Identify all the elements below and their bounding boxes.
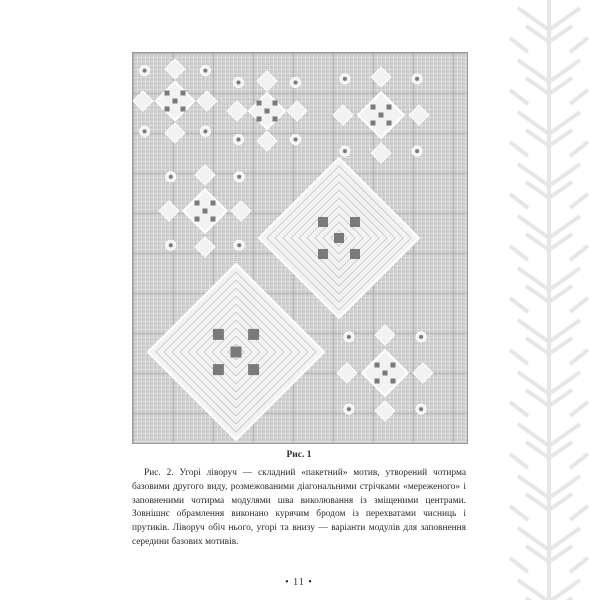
figure-caption: Рис. 1: [286, 450, 312, 460]
motif-stitch: [334, 233, 344, 243]
motif-top-left-core: [156, 82, 194, 120]
ornament-branch: [570, 38, 588, 52]
motif-top-right-flower: [340, 146, 350, 156]
motif-stitch: [371, 121, 376, 126]
ornament-branch: [570, 194, 588, 208]
motif-stitch: [350, 249, 360, 259]
motif-stitch: [211, 217, 216, 222]
ornament-branch: [510, 454, 528, 468]
star-arm: [165, 123, 185, 143]
motif-stitch: [318, 249, 328, 259]
motif-top-left-flower: [140, 126, 150, 136]
motif-stitch: [173, 99, 178, 104]
motif-stitch: [371, 105, 376, 110]
motif-stitch: [318, 217, 328, 227]
star-arm: [337, 363, 357, 383]
flower-centre: [294, 81, 298, 85]
flower-centre: [415, 149, 419, 153]
motif-stitch: [273, 117, 278, 122]
star-arm: [195, 165, 215, 185]
ornament-branch: [510, 246, 528, 260]
motif-top-middle-flower: [234, 78, 244, 88]
flower-centre: [415, 77, 419, 81]
star-arm: [371, 143, 391, 163]
star-arm: [195, 237, 215, 257]
ornament-branch: [510, 38, 528, 52]
motif-middle-left-core: [183, 189, 226, 232]
motif-stitch: [213, 329, 224, 340]
flower-centre: [143, 69, 147, 73]
flower-centre: [347, 335, 351, 339]
star-arm: [257, 131, 277, 151]
ornament-branch: [510, 194, 528, 208]
motif-stitch: [195, 201, 200, 206]
ornament-branch: [570, 506, 588, 520]
motif-stitch: [231, 347, 242, 358]
ornament-branch: [510, 142, 528, 156]
motif-stitch: [248, 329, 259, 340]
star-arm: [333, 105, 353, 125]
flower-centre: [343, 149, 347, 153]
ornament-group: [510, 0, 588, 600]
ornament-branch: [570, 558, 588, 572]
flower-centre: [237, 175, 241, 179]
motif-bottom-right-flower: [344, 332, 354, 342]
flower-centre: [237, 81, 241, 85]
motif-top-right-flower: [340, 74, 350, 84]
motif-top-right-core: [358, 92, 404, 138]
motif-top-left-flower: [200, 126, 210, 136]
star-arm: [197, 91, 217, 111]
motif-stitch: [375, 379, 380, 384]
ornament-branch: [570, 298, 588, 312]
flower-centre: [203, 129, 207, 133]
ornament-branch: [510, 402, 528, 416]
flower-centre: [419, 407, 423, 411]
motif-bottom-right-flower: [416, 332, 426, 342]
star-arm: [287, 101, 307, 121]
ornament-branch: [570, 402, 588, 416]
motif-stitch: [257, 101, 262, 106]
ornament-branch: [510, 90, 528, 104]
motif-top-middle-core: [249, 93, 285, 129]
decorative-border-ornament: [498, 0, 600, 600]
motif-stitch: [248, 364, 259, 375]
motif-top-middle-flower: [291, 135, 301, 145]
motif-stitch: [391, 363, 396, 368]
motif-large-diamond-right: [259, 158, 419, 318]
star-arm: [257, 71, 277, 91]
motif-stitch: [181, 91, 186, 96]
motif-stitch: [350, 217, 360, 227]
ornament-branch: [510, 350, 528, 364]
body-paragraph: Рис. 2. Угорі ліворуч — складний «пакетний» мотив, утворений чотирма базовими другого виду, розмежованими діагональними стрічками «мереженого» і заповненими чотирма модулями шва виколювання із зміщеними центрами. Зовнішнє обрамлення виконано курячим бродом із перехватами чисниць і прутиків. Ліворуч обіч нього, угорі та внизу — варіанти модулів для заповнення середини базових мотивів.: [132, 468, 466, 547]
motif-stitch: [203, 209, 208, 214]
star-arm: [231, 201, 251, 221]
star-arm: [375, 325, 395, 345]
motif-top-right-flower: [412, 146, 422, 156]
motif-middle-left-flower: [234, 240, 244, 250]
motif-stitch: [265, 109, 270, 114]
motif-middle-left-flower: [166, 172, 176, 182]
motif-top-right-flower: [412, 74, 422, 84]
embroidery-pattern-figure: [132, 52, 468, 444]
ornament-branch: [570, 454, 588, 468]
motif-top-left-flower: [200, 66, 210, 76]
motif-top-middle-flower: [234, 135, 244, 145]
flower-centre: [237, 138, 241, 142]
star-arm: [375, 401, 395, 421]
motif-bottom-right-flower: [416, 404, 426, 414]
motif-stitch: [391, 379, 396, 384]
ornament-branch: [570, 350, 588, 364]
motif-stitch: [273, 101, 278, 106]
motif-stitch: [257, 117, 262, 122]
ornament-branch: [570, 246, 588, 260]
star-arm: [165, 59, 185, 79]
flower-centre: [143, 129, 147, 133]
flower-centre: [169, 175, 173, 179]
ornament-branch: [510, 298, 528, 312]
star-arm: [227, 101, 247, 121]
motif-top-middle-flower: [291, 78, 301, 88]
flower-centre: [294, 138, 298, 142]
flower-centre: [237, 243, 241, 247]
ornament-branch: [570, 90, 588, 104]
star-arm: [409, 105, 429, 125]
ornament-branch: [510, 558, 528, 572]
motif-bottom-right-flower: [344, 404, 354, 414]
motif-stitch: [387, 105, 392, 110]
flower-centre: [347, 407, 351, 411]
flower-centre: [343, 77, 347, 81]
motif-stitch: [165, 91, 170, 96]
ornament-branch: [570, 142, 588, 156]
flower-centre: [169, 243, 173, 247]
star-arm: [413, 363, 433, 383]
star-arm: [371, 67, 391, 87]
flower-centre: [203, 69, 207, 73]
motif-stitch: [387, 121, 392, 126]
motif-middle-left-flower: [234, 172, 244, 182]
motif-stitch: [211, 201, 216, 206]
motif-middle-left-flower: [166, 240, 176, 250]
ornament-branch: [510, 506, 528, 520]
motif-stitch: [195, 217, 200, 222]
motif-stitch: [375, 363, 380, 368]
star-arm: [133, 91, 153, 111]
motif-top-left-flower: [140, 66, 150, 76]
embroidery-motifs: [133, 53, 467, 443]
star-arm: [159, 201, 179, 221]
flower-centre: [419, 335, 423, 339]
motif-large-diamond-left: [148, 264, 324, 440]
motif-stitch: [379, 113, 384, 118]
motif-bottom-right-core: [362, 350, 408, 396]
motif-stitch: [383, 371, 388, 376]
motif-stitch: [181, 107, 186, 112]
motif-stitch: [165, 107, 170, 112]
motif-stitch: [213, 364, 224, 375]
page-number: • 11 •: [285, 577, 313, 588]
